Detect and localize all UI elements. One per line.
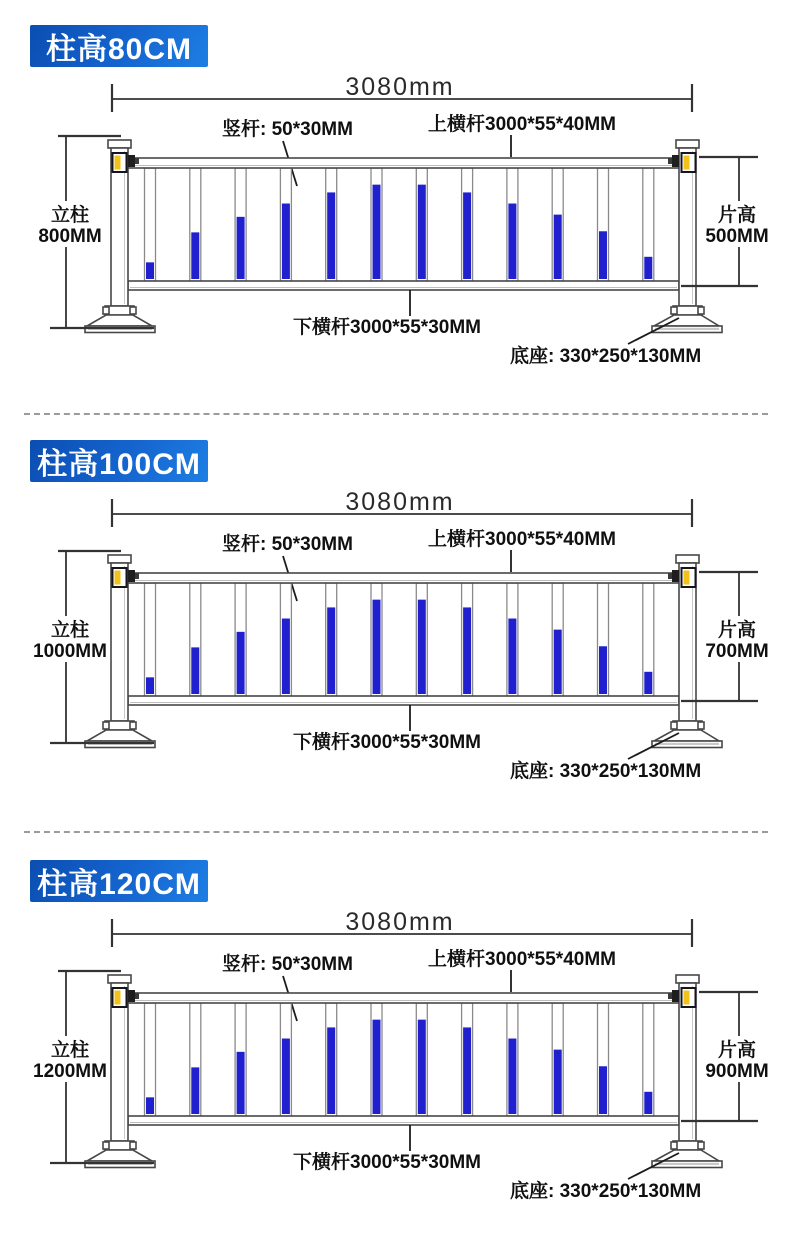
- vertical-bar-blue-fill: [508, 1039, 516, 1114]
- top-rail-spec-label: 上横杆3000*55*40MM: [428, 529, 616, 550]
- base-spec-label: 底座: 330*250*130MM: [510, 346, 702, 367]
- overall-width-label: 3080mm: [345, 73, 455, 101]
- vertical-bar-blue-fill: [599, 1066, 607, 1114]
- vertical-bar-blue-fill: [508, 619, 516, 694]
- vertical-bar-blue-fill: [191, 647, 199, 694]
- base-spec-label: 底座: 330*250*130MM: [510, 761, 702, 782]
- fence-diagram: [0, 860, 790, 1252]
- base-spec-label: 底座: 330*250*130MM: [510, 1181, 702, 1202]
- bottom-rail-spec-label: 下横杆3000*55*30MM: [293, 732, 481, 753]
- vertical-bar-blue-fill: [418, 600, 426, 694]
- dashed-separator: [24, 413, 768, 415]
- top-rail-spec-label: 上横杆3000*55*40MM: [428, 949, 616, 970]
- post-height-value: 1200MM: [33, 1061, 107, 1082]
- vertical-bar-blue-fill: [418, 1020, 426, 1114]
- vertical-bar-blue-fill: [146, 677, 154, 694]
- spec-panel: [0, 860, 790, 1252]
- vertical-bar-blue-fill: [418, 185, 426, 279]
- vertical-bar-blue-fill: [644, 1092, 652, 1114]
- vertical-bar-blue-fill: [554, 1050, 562, 1114]
- top-rail-spec-label: 上横杆3000*55*40MM: [428, 114, 616, 135]
- rail-connector: [672, 155, 679, 167]
- vertical-bar-blue-fill: [373, 600, 381, 694]
- vertical-bar-blue-fill: [554, 630, 562, 694]
- fence: [85, 555, 722, 748]
- vertical-bar-blue-fill: [373, 1020, 381, 1114]
- panel-height-value: 500MM: [705, 226, 769, 247]
- bottom-rail: [128, 1116, 679, 1125]
- post-base: [652, 1141, 722, 1168]
- post-height-label: 立柱: [50, 1040, 90, 1061]
- panel-height-value: 900MM: [705, 1061, 769, 1082]
- post-base: [652, 306, 722, 333]
- spec-panel: [0, 25, 790, 417]
- top-rail: [128, 158, 679, 168]
- vertical-bar-blue-fill: [237, 1052, 245, 1114]
- reflector-icon: [682, 988, 696, 1007]
- reflector-icon: [113, 988, 127, 1007]
- vertical-bar-blue-fill: [191, 1067, 199, 1114]
- spec-panel: [0, 440, 790, 832]
- panel-height-value: 700MM: [705, 641, 769, 662]
- vertical-bar-blue-fill: [237, 217, 245, 279]
- panel-height-label: 片高: [717, 205, 757, 226]
- rail-connector: [128, 155, 135, 167]
- vertical-bar-blue-fill: [644, 672, 652, 694]
- rail-connector: [128, 990, 135, 1002]
- vertical-bar-blue-fill: [463, 192, 471, 279]
- reflector-icon: [682, 153, 696, 172]
- rail-connector: [128, 570, 135, 582]
- bottom-rail-spec-label: 下横杆3000*55*30MM: [293, 317, 481, 338]
- vertical-bar-blue-fill: [463, 1027, 471, 1114]
- reflector-icon: [682, 568, 696, 587]
- vertical-bar-spec-label: 竖杆: 50*30MM: [222, 954, 353, 975]
- post-height-value: 1000MM: [33, 641, 107, 662]
- bottom-rail-spec-label: 下横杆3000*55*30MM: [293, 1152, 481, 1173]
- vertical-bar-blue-fill: [327, 607, 335, 694]
- vertical-bar-blue-fill: [644, 257, 652, 279]
- overall-width-dimension: [112, 908, 692, 947]
- vertical-bar-blue-fill: [327, 1027, 335, 1114]
- rail-connector: [672, 570, 679, 582]
- fence: [85, 975, 722, 1168]
- dashed-separator: [24, 831, 768, 833]
- vertical-bar-blue-fill: [554, 215, 562, 279]
- post-base: [652, 721, 722, 748]
- vertical-bar-blue-fill: [146, 1097, 154, 1114]
- reflector-icon: [113, 153, 127, 172]
- panel-header-text: 柱高120CM: [37, 868, 201, 901]
- vertical-bar-spec-label: 竖杆: 50*30MM: [222, 534, 353, 555]
- overall-width-dimension: [112, 73, 692, 112]
- post-height-label: 立柱: [50, 205, 90, 226]
- top-rail: [128, 573, 679, 583]
- vertical-bar-blue-fill: [599, 646, 607, 694]
- overall-width-label: 3080mm: [345, 908, 455, 936]
- vertical-bar-blue-fill: [508, 204, 516, 279]
- vertical-bar-blue-fill: [282, 619, 290, 694]
- vertical-bar-blue-fill: [599, 231, 607, 279]
- overall-width-dimension: [112, 488, 692, 527]
- fence: [85, 140, 722, 333]
- vertical-bars: [145, 168, 654, 281]
- fence-diagram: [0, 440, 790, 832]
- vertical-bar-blue-fill: [237, 632, 245, 694]
- bottom-rail: [128, 696, 679, 705]
- panel-header-text: 柱高80CM: [45, 33, 193, 66]
- panel-height-label: 片高: [717, 620, 757, 641]
- top-rail: [128, 993, 679, 1003]
- panel-height-label: 片高: [717, 1040, 757, 1061]
- reflector-icon: [113, 568, 127, 587]
- bottom-rail: [128, 281, 679, 290]
- vertical-bars: [145, 583, 654, 696]
- vertical-bar-spec-label: 竖杆: 50*30MM: [222, 119, 353, 140]
- vertical-bar-blue-fill: [327, 192, 335, 279]
- vertical-bar-blue-fill: [373, 185, 381, 279]
- vertical-bars: [145, 1003, 654, 1116]
- vertical-bar-blue-fill: [146, 262, 154, 279]
- vertical-bar-blue-fill: [282, 1039, 290, 1114]
- post-height-value: 800MM: [38, 226, 102, 247]
- fence-diagram: [0, 25, 790, 417]
- vertical-bar-blue-fill: [191, 232, 199, 279]
- vertical-bar-blue-fill: [463, 607, 471, 694]
- overall-width-label: 3080mm: [345, 488, 455, 516]
- rail-connector: [672, 990, 679, 1002]
- vertical-bar-blue-fill: [282, 204, 290, 279]
- panel-header-text: 柱高100CM: [37, 448, 201, 481]
- post-height-label: 立柱: [50, 620, 90, 641]
